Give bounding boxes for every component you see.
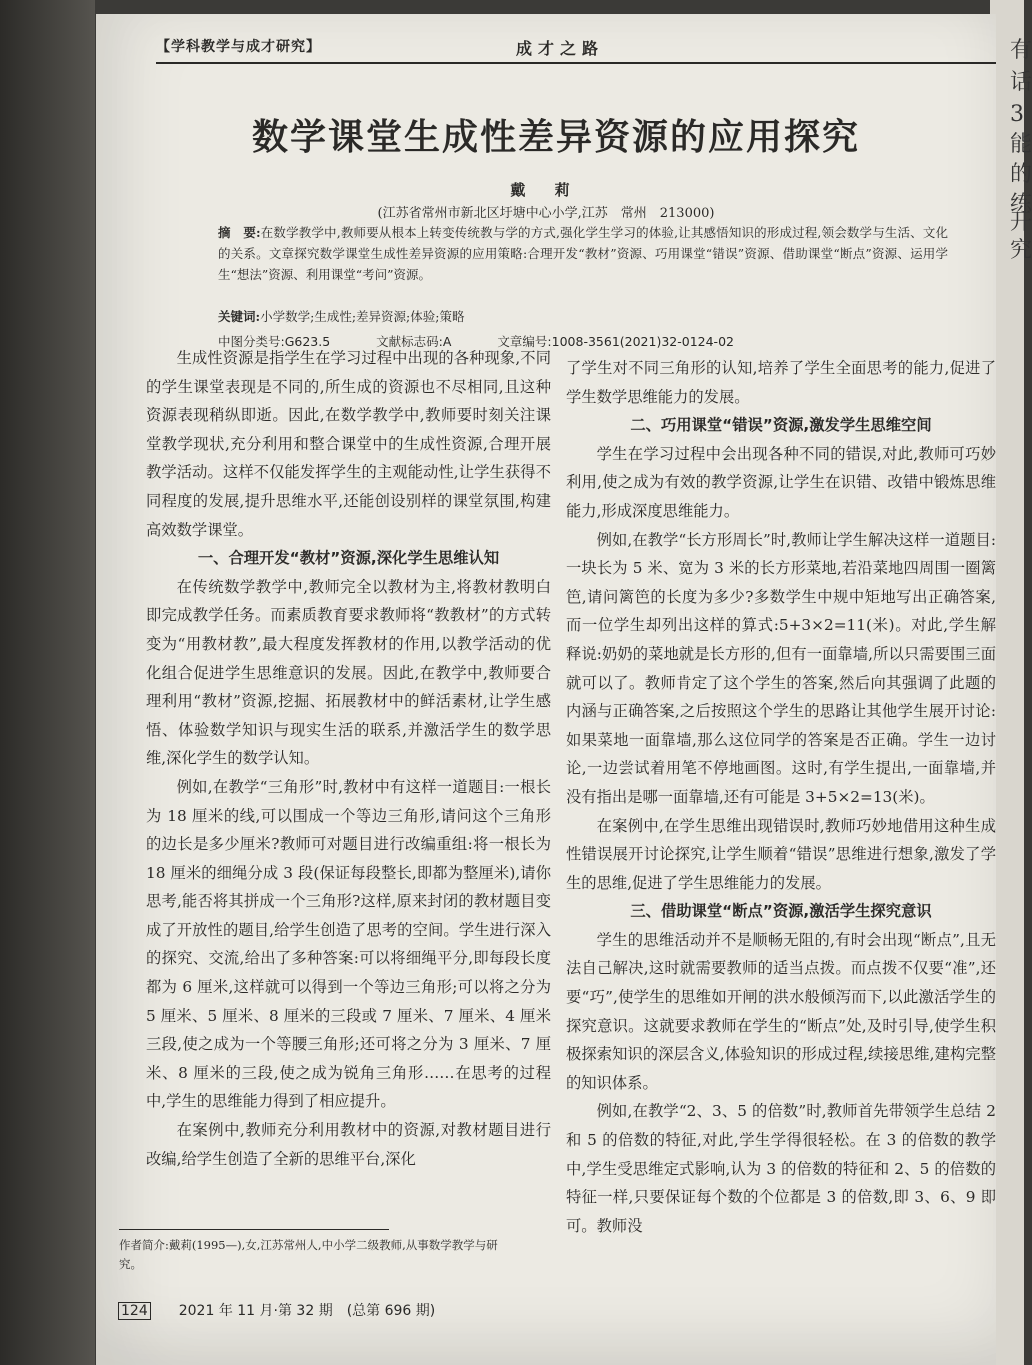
section-label: 【学科教学与成才研究】 [156, 39, 321, 55]
clc-number: 中图分类号:G623.5 [218, 334, 331, 349]
paragraph: 学生的思维活动并不是顺畅无阻的,有时会出现“断点”,且无法自己解决,这时就需要教师的适当点拨。而点拨不仅要“准”,还要“巧”,使学生的思维如开闸的洪水般倾泻而下,以此激活学生的探究意识。这就要求教师在学生的“断点”处,及时引导,使学生积极探索知识的深层含义,体验知识的形成过程,续接思维,建构完整的知识体系。 [566, 930, 996, 1092]
page-footer [118, 1300, 435, 1320]
keywords-text: 小学数学;生成性;差异资源;体验;策略 [260, 309, 465, 324]
adjacent-glyph: 有 [1010, 38, 1032, 63]
adjacent-glyph: 话 [1010, 70, 1032, 95]
section-heading-1: 一、合理开发“教材”资源,深化学生思维认知 [197, 549, 500, 568]
paragraph: 例如,在教学“2、3、5 的倍数”时,教师首先带领学生总结 2 和 5 的倍数的特征,对此,学生学得很轻松。在 3 的倍数的教学中,学生受思维定式影响,认为 3 的倍数的特征和 2、5 的倍数的特征一样,只要保证每个数的个位都是 3 的倍数,即 3、6、9 即可。教师没 [566, 1102, 996, 1235]
adjacent-glyph: 练 [1010, 192, 1032, 217]
adjacent-glyph: 究 [1010, 238, 1032, 263]
paragraph: 例如,在教学“三角形”时,教材中有这样一道题目:一根长为 18 厘米的线,可以围成一个等边三角形,请问这个三角形的边长是多少厘米?教师可对题目进行改编重组:将一根长为 18 厘米的细绳分成 3 段(保证每段整长,即都为整厘米),请你思考,能否将其拼成一个三角形?这样,原来封闭的教材题目变成了开放性的题目,给学生创造了思考的空间。学生进行深入的探究、交流,给出了多种答案:可以将细绳平分,即每段长度都为 6 厘米,这样就可以得到一个等边三角形;可以将之分为 5 厘米、5 厘米、8 厘米的三段或 7 厘米、7 厘米、4 厘米三段,使之成为一个等腰三角形;还可将之分为 3 厘米、7 厘米、8 厘米的三段,使之成为锐角三角形……在思考的过程中,学生的思维能力得到了相应提升。 [146, 777, 551, 1111]
paragraph: 在传统数学教学中,教师完全以教材为主,将教材教明白即完成教学任务。而素质教育要求教师将“教教材”的方式转变为“用教材教”,最大程度发挥教材的作用,以教学活动的优化组合促进学生思维意识的发展。因此,在教学中,教师要合理利用“教材”资源,挖掘、拓展教材中的鲜活素材,让学生感悟、体验数学知识与现实生活的联系,并激活学生的数学思维,深化学生的数学认知。 [146, 577, 551, 768]
author-affiliation: (江苏省常州市新北区圩塘中心小学,江苏 常州 213000) [377, 206, 715, 221]
paragraph: 例如,在教学“长方形周长”时,教师让学生解决这样一道题目:一块长为 5 米、宽为 3 米的长方形菜地,若沿菜地四周围一圈篱笆,请问篱笆的长度为多少?多数学生中规中矩地写出正确答案,而一位学生却列出这样的算式:5+3×2=11(米)。对此,学生解释说:奶奶的菜地就是长方形的,但有一面靠墙,所以只需要围三面就可以了。教师肯定了这个学生的答案,然后向其强调了此题的内涵与正确答案,之后按照这个学生的思路让其他学生展开讨论:如果菜地一面靠墙,那么这位同学的答案是否正确。学生一边讨论,一边尝试着用笔不停地画图。这时,有学生提出,一面靠墙,并没有指出是哪一面靠墙,还有可能是 3+5×2=13(米)。 [566, 530, 996, 806]
document-code: 文献标志码:A [376, 334, 452, 349]
issue-info: 2021 年 11 月·第 32 期 (总第 696 期) [178, 1303, 436, 1319]
section-heading-2: 二、巧用课堂“错误”资源,激发学生思维空间 [630, 416, 932, 435]
page-number: 124 [118, 1302, 151, 1320]
intro-paragraph: 生成性资源是指学生在学习过程中出现的各种现象,不同的学生课堂表现是不同的,所生成的资源也不尽相同,且这种资源表现稍纵即逝。因此,在数学教学中,教师要时刻关注课堂教学现状,充分利用和整合课堂中的生成性资源,合理开展教学活动。这样不仅能发挥学生的主观能动性,让学生获得不同程度的发展,提升思维水平,还能创设别样的课堂氛围,构建高效数学课堂。 [146, 349, 551, 539]
adjacent-glyph: 的 [1010, 162, 1032, 187]
abstract-text: 在数学教学中,教师要从根本上转变传统教与学的方式,强化学生学习的体验,让其感悟知识的形成过程,领会数学与生活、文化的关系。文章探究数学课堂生成性差异资源的应用策略:合理开发“教材”资源、巧用课堂“错误”资源、借助课堂“断点”资源、运用学生“想法”资源、利用课堂“考问”资源。 [218, 225, 948, 282]
paragraph: 在案例中,教师充分利用教材中的资源,对教材题目进行改编,给学生创造了全新的思维平台,深化 [146, 1121, 551, 1168]
journal-name: 成才之路 [516, 39, 605, 58]
abstract [218, 222, 948, 285]
article-title: 数学课堂生成性差异资源的应用探究 [251, 117, 860, 158]
abstract-label: 摘 要: [218, 225, 261, 240]
header-rule [156, 62, 996, 64]
section-heading-3: 三、借助课堂“断点”资源,激活学生探究意识 [630, 902, 932, 921]
journal-page [96, 14, 996, 1365]
paragraph: 在案例中,在学生思维出现错误时,教师巧妙地借用这种生成性错误展开讨论探究,让学生顺着“错误”思维进行想象,激发了学生的思维,促进了学生思维能力的发展。 [566, 816, 996, 892]
keywords [218, 307, 948, 325]
article-number: 文章编号:1008-3561(2021)32-0124-02 [497, 334, 734, 349]
adjacent-glyph: 能 [1010, 132, 1032, 157]
adjacent-glyph: 开 [1010, 210, 1032, 235]
author-name: 戴 莉 [510, 181, 582, 199]
keywords-label: 关键词: [218, 309, 261, 324]
paragraph: 了学生对不同三角形的认知,培养了学生全面思考的能力,促进了学生数学思维能力的发展。 [566, 359, 996, 406]
background-left [0, 0, 95, 1365]
right-column [566, 354, 996, 1240]
running-header [156, 36, 976, 60]
paragraph: 学生在学习过程中会出现各种不同的错误,对此,教师可巧妙利用,使之成为有效的教学资源,让学生在识错、改错中锻炼思维能力,形成深度思维能力。 [566, 444, 996, 520]
footnote-rule [119, 1229, 389, 1230]
author-footnote: 作者简介:戴莉(1995—),女,江苏常州人,中小学二级教师,从事数学教学与研究。 [119, 1238, 498, 1271]
left-column [146, 344, 551, 1173]
adjacent-glyph: 3 [1010, 102, 1024, 127]
